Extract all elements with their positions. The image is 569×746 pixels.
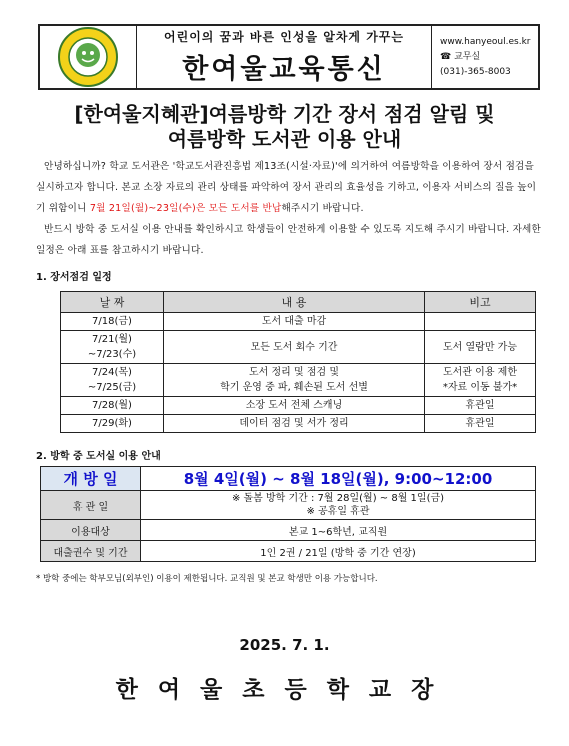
loan-label: 대출권수 및 기간 [41, 541, 141, 562]
usage-table [40, 466, 536, 562]
open-value: 8월 4일(월) ~ 8월 18일(월), 9:00~12:00 [141, 467, 536, 491]
col-date: 날 짜 [61, 292, 164, 313]
closed-label: 휴 관 일 [41, 491, 141, 520]
table-row [61, 415, 536, 433]
row-note: 도서관 이용 제한 *자료 이동 불가* [425, 364, 536, 397]
col-content: 내 용 [164, 292, 425, 313]
schedule-header-row [61, 292, 536, 313]
section1-heading: 1. 장서점검 일정 [36, 272, 112, 283]
table-row [61, 331, 536, 364]
row-content: 데이터 점검 및 서가 정리 [164, 415, 425, 433]
notice-title-line1: [한여울지혜관]여름방학 기간 장서 점검 알림 및 [74, 102, 495, 126]
row-note: 휴관일 [425, 415, 536, 433]
issue-date: 2025. 7. 1. [239, 636, 330, 654]
closed-value [141, 491, 536, 520]
closed-value-line2: ※ 공휴일 휴관 [306, 506, 370, 517]
intro-text-a: 안녕하십니까? 학교 도서관은 '학교도서관진흥법 제13조(시설·자료)'에 의거하여 여름방학을 이용하여 장서 점검을 실시하고자 합니다. 본교 소장 자료의 관리 상태를 파악하여 장서 관리의 효율성을 기하고, 이용자 서비스의 질을 높이기 위함이니 [36, 161, 537, 214]
school-logo-cell [40, 26, 137, 88]
intro-paragraph [36, 156, 542, 219]
row-content: 모든 도서 회수 기간 [164, 331, 425, 364]
row-date: 7/28(월) [61, 397, 164, 415]
target-value: 본교 1~6학년, 교직원 [141, 520, 536, 541]
row-content: 도서 대출 마감 [164, 313, 425, 331]
intro-text-b: 해주시기 바랍니다. [281, 203, 364, 214]
row-date: 7/21(월) ~7/23(수) [61, 331, 164, 364]
col-note: 비고 [425, 292, 536, 313]
schedule-table [60, 291, 536, 433]
row-date: 7/18(금) [61, 313, 164, 331]
table-row [61, 364, 536, 397]
open-label: 개 방 일 [41, 467, 141, 491]
row-date: 7/24(목) ~7/25(금) [61, 364, 164, 397]
row-note: 휴관일 [425, 397, 536, 415]
table-row [41, 541, 536, 562]
notice-title-line2: 여름방학 도서관 이용 안내 [167, 127, 402, 151]
contact-info [432, 26, 538, 88]
table-row [61, 397, 536, 415]
section2-heading: 2. 방학 중 도서실 이용 안내 [36, 451, 161, 462]
table-row [41, 491, 536, 520]
school-logo-icon [55, 26, 121, 88]
newsletter-title: 한여울교육통신 [182, 54, 386, 85]
row-content: 소장 도서 전체 스캐닝 [164, 397, 425, 415]
office-label: ☎ 교무실 [440, 51, 481, 62]
newsletter-header [38, 24, 540, 90]
table-row [61, 313, 536, 331]
website: www.hanyeoul.es.kr [440, 36, 531, 47]
signature: 한여울초등학교장 [115, 677, 454, 703]
table-row [41, 520, 536, 541]
header-banner-cell [137, 26, 432, 88]
loan-value: 1인 2권 / 21일 (방학 중 기간 연장) [141, 541, 536, 562]
target-label: 이용대상 [41, 520, 141, 541]
slogan: 어린이의 꿈과 바른 인성을 알차게 가꾸는 [164, 30, 404, 44]
row-content: 도서 정리 및 점검 및 학기 운영 중 파, 훼손된 도서 선별 [164, 364, 425, 397]
table-row [41, 467, 536, 491]
row-note: 도서 열람만 가능 [425, 331, 536, 364]
phone: (031)-365-8003 [440, 66, 511, 77]
footnote: * 방학 중에는 학부모님(외부인) 이용이 제한됩니다. 교직원 및 본교 학생만 이용 가능합니다. [36, 574, 378, 584]
closed-value-line1: ※ 돌봄 방학 기간 : 7월 28일(월) ~ 8월 1일(금) [231, 493, 445, 504]
intro-highlight: 7월 21일(월)~23일(수)은 모든 도서를 반납 [89, 203, 282, 214]
row-note [425, 313, 536, 331]
guide-paragraph: 반드시 방학 중 도서실 이용 안내를 확인하시고 학생들이 안전하게 이용할 수 있도록 지도해 주시기 바랍니다. 자세한 일정은 아래 표를 참고하시기 바랍니다. [36, 224, 541, 256]
row-date: 7/29(화) [61, 415, 164, 433]
